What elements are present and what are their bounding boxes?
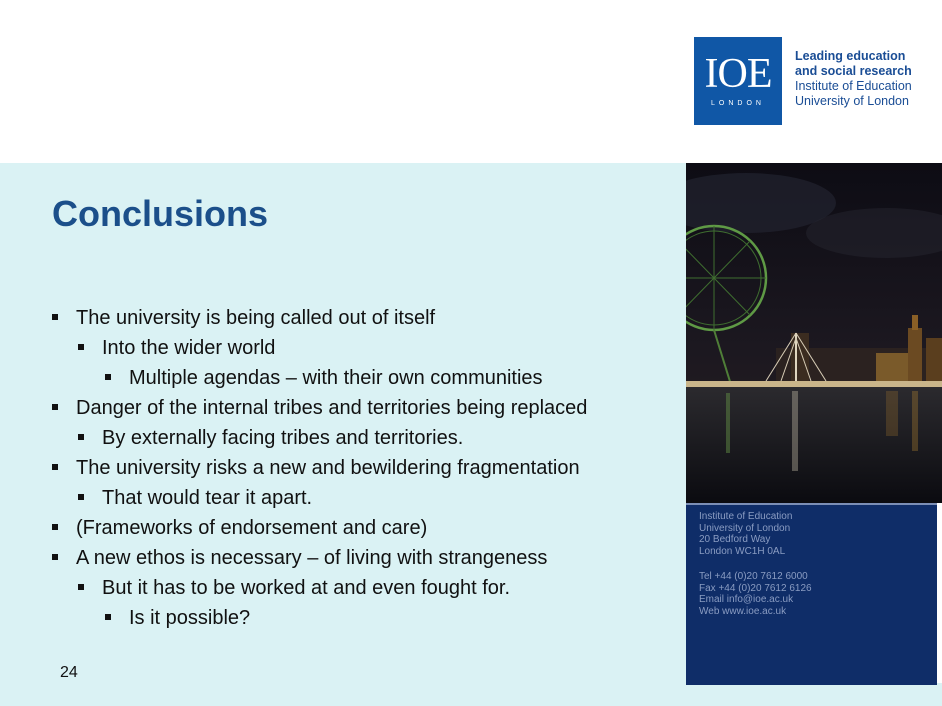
contact-text (699, 511, 812, 617)
bullet-item: The university risks a new and bewildering fragmentation (48, 453, 587, 483)
bullet-item: (Frameworks of endorsement and care) (48, 513, 587, 543)
page-number: 24 (60, 664, 78, 681)
bullet-item: Is it possible? (48, 603, 587, 633)
contact-line: Email info@ioe.ac.uk (699, 594, 794, 605)
slide-title: Conclusions (52, 193, 269, 234)
address-line: London WC1H 0AL (699, 545, 786, 557)
contact-line: Fax +44 (0)20 7612 6126 (699, 582, 812, 594)
tagline-line: Leading education (795, 49, 906, 63)
bullet-item: Multiple agendas – with their own communities (48, 363, 587, 393)
bullet-item: That would tear it apart. (48, 483, 587, 513)
spacer (699, 557, 812, 571)
contact-box (686, 503, 937, 685)
bottom-strip (686, 683, 942, 706)
contact-line: Web www.ioe.ac.uk (699, 605, 787, 617)
ioe-logo (694, 37, 782, 125)
bullet-item: Danger of the internal tribes and territories being replaced (48, 393, 587, 423)
address-line: Institute of Education (699, 511, 793, 522)
tagline-line: and social research (795, 64, 912, 78)
bullet-list (48, 303, 587, 633)
logo-sub: LONDON (711, 100, 765, 107)
contact-line: Tel +44 (0)20 7612 6000 (699, 571, 808, 582)
bullet-item: A new ethos is necessary – of living with strangeness (48, 543, 587, 573)
address-line: University of London (699, 522, 791, 534)
bullet-item: The university is being called out of itself (48, 303, 587, 333)
london-eye-night-photo (686, 163, 942, 503)
bullet-item: But it has to be worked at and even fought for. (48, 573, 587, 603)
logo-mark: IOE (704, 51, 772, 97)
tagline-line: Institute of Education (795, 79, 912, 93)
tagline (795, 49, 935, 109)
address-line: 20 Bedford Way (699, 534, 771, 545)
bullet-item: By externally facing tribes and territories. (48, 423, 587, 453)
tagline-line: University of London (795, 94, 909, 108)
bullet-item: Into the wider world (48, 333, 587, 363)
